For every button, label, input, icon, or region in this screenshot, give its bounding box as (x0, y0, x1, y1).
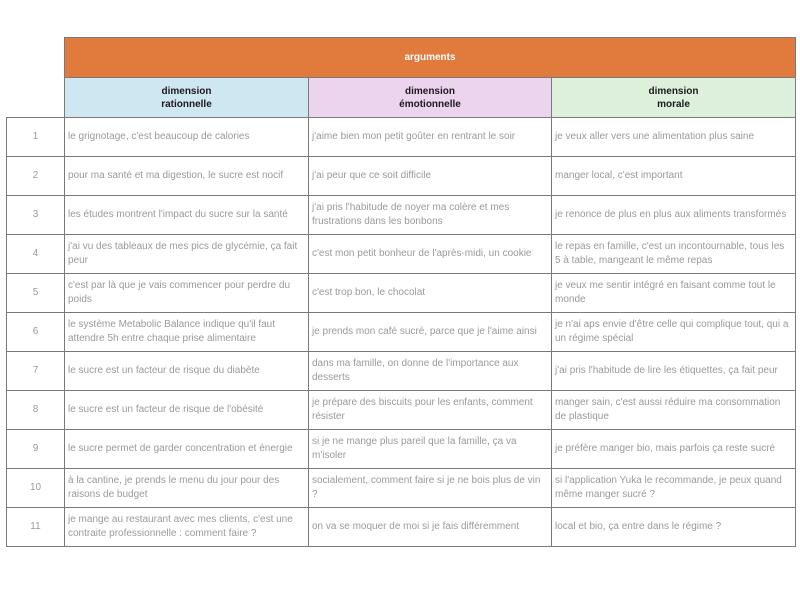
cell-rationnelle: c'est par là que je vais commencer pour perdre du poids (65, 274, 309, 313)
row-number: 6 (7, 313, 65, 352)
arguments-table (6, 37, 796, 547)
cell-rationnelle: j'ai vu des tableaux de mes pics de glycémie, ça fait peur (65, 235, 309, 274)
row-number: 2 (7, 157, 65, 196)
column-header-line2: rationnelle (161, 98, 212, 110)
row-number: 3 (7, 196, 65, 235)
cell-rationnelle: les études montrent l'impact du sucre sur la santé (65, 196, 309, 235)
column-header-morale (552, 78, 796, 118)
cell-rationnelle: le grignotage, c'est beaucoup de calories (65, 118, 309, 157)
column-header-line1: dimension (404, 85, 455, 97)
row-number: 4 (7, 235, 65, 274)
table-row (7, 430, 796, 469)
column-header-line1: dimension (161, 85, 212, 97)
cell-emotionnelle: dans ma famille, on donne de l'importance aux desserts (309, 352, 552, 391)
corner-blank-2 (7, 78, 65, 118)
cell-morale: je veux me sentir intégré en faisant comme tout le monde (552, 274, 796, 313)
cell-morale: j'ai pris l'habitude de lire les étiquettes, ça fait peur (552, 352, 796, 391)
column-header-emotionnelle (309, 78, 552, 118)
column-header-line2: émotionnelle (399, 98, 461, 110)
cell-rationnelle: le système Metabolic Balance indique qu'il faut attendre 5h entre chaque prise alimentaire (65, 313, 309, 352)
column-header-line1: dimension (648, 85, 699, 97)
table-row (7, 352, 796, 391)
row-number: 9 (7, 430, 65, 469)
table-row (7, 313, 796, 352)
column-header-line2: morale (657, 98, 690, 110)
row-number: 11 (7, 508, 65, 547)
table-row (7, 235, 796, 274)
cell-morale: je n'ai aps envie d'être celle qui complique tout, qui a un régime spécial (552, 313, 796, 352)
cell-morale: manger local, c'est important (552, 157, 796, 196)
cell-emotionnelle: j'ai peur que ce soit difficile (309, 157, 552, 196)
table-title: arguments (65, 38, 796, 78)
cell-morale: je renonce de plus en plus aux aliments transformés (552, 196, 796, 235)
cell-emotionnelle: c'est mon petit bonheur de l'après-midi, un cookie (309, 235, 552, 274)
cell-emotionnelle: si je ne mange plus pareil que la famille, ça va m'isoler (309, 430, 552, 469)
row-number: 7 (7, 352, 65, 391)
cell-rationnelle: à la cantine, je prends le menu du jour pour des raisons de budget (65, 469, 309, 508)
table-row (7, 196, 796, 235)
corner-blank (7, 38, 65, 78)
table-body (7, 118, 796, 547)
cell-rationnelle: le sucre permet de garder concentration et énergie (65, 430, 309, 469)
cell-morale: si l'application Yuka le recommande, je peux quand même manger sucré ? (552, 469, 796, 508)
row-number: 5 (7, 274, 65, 313)
cell-emotionnelle: je prépare des biscuits pour les enfants, comment résister (309, 391, 552, 430)
row-number: 1 (7, 118, 65, 157)
cell-rationnelle: le sucre est un facteur de risque de l'obésité (65, 391, 309, 430)
cell-emotionnelle: on va se moquer de moi si je fais différemment (309, 508, 552, 547)
row-number: 8 (7, 391, 65, 430)
cell-morale: local et bio, ça entre dans le régime ? (552, 508, 796, 547)
cell-rationnelle: le sucre est un facteur de risque du diabète (65, 352, 309, 391)
table-row (7, 508, 796, 547)
cell-morale: je veux aller vers une alimentation plus saine (552, 118, 796, 157)
table-row (7, 157, 796, 196)
cell-emotionnelle: c'est trop bon, le chocolat (309, 274, 552, 313)
cell-emotionnelle: j'ai pris l'habitude de noyer ma colère et mes frustrations dans les bonbons (309, 196, 552, 235)
cell-morale: manger sain, c'est aussi réduire ma consommation de plastique (552, 391, 796, 430)
cell-morale: le repas en famille, c'est un incontournable, tous les 5 à table, mangeant le même repas (552, 235, 796, 274)
cell-emotionnelle: socialement, comment faire si je ne bois plus de vin ? (309, 469, 552, 508)
cell-emotionnelle: je prends mon café sucré, parce que je l'aime ainsi (309, 313, 552, 352)
table-row (7, 118, 796, 157)
cell-rationnelle: pour ma santé et ma digestion, le sucre est nocif (65, 157, 309, 196)
table-row (7, 391, 796, 430)
table-row (7, 274, 796, 313)
table-row (7, 469, 796, 508)
row-number: 10 (7, 469, 65, 508)
column-header-rationnelle (65, 78, 309, 118)
cell-emotionnelle: j'aime bien mon petit goûter en rentrant le soir (309, 118, 552, 157)
cell-morale: je préfère manger bio, mais parfois ça reste sucré (552, 430, 796, 469)
cell-rationnelle: je mange au restaurant avec mes clients, c'est une contraite professionnelle : comment faire ? (65, 508, 309, 547)
